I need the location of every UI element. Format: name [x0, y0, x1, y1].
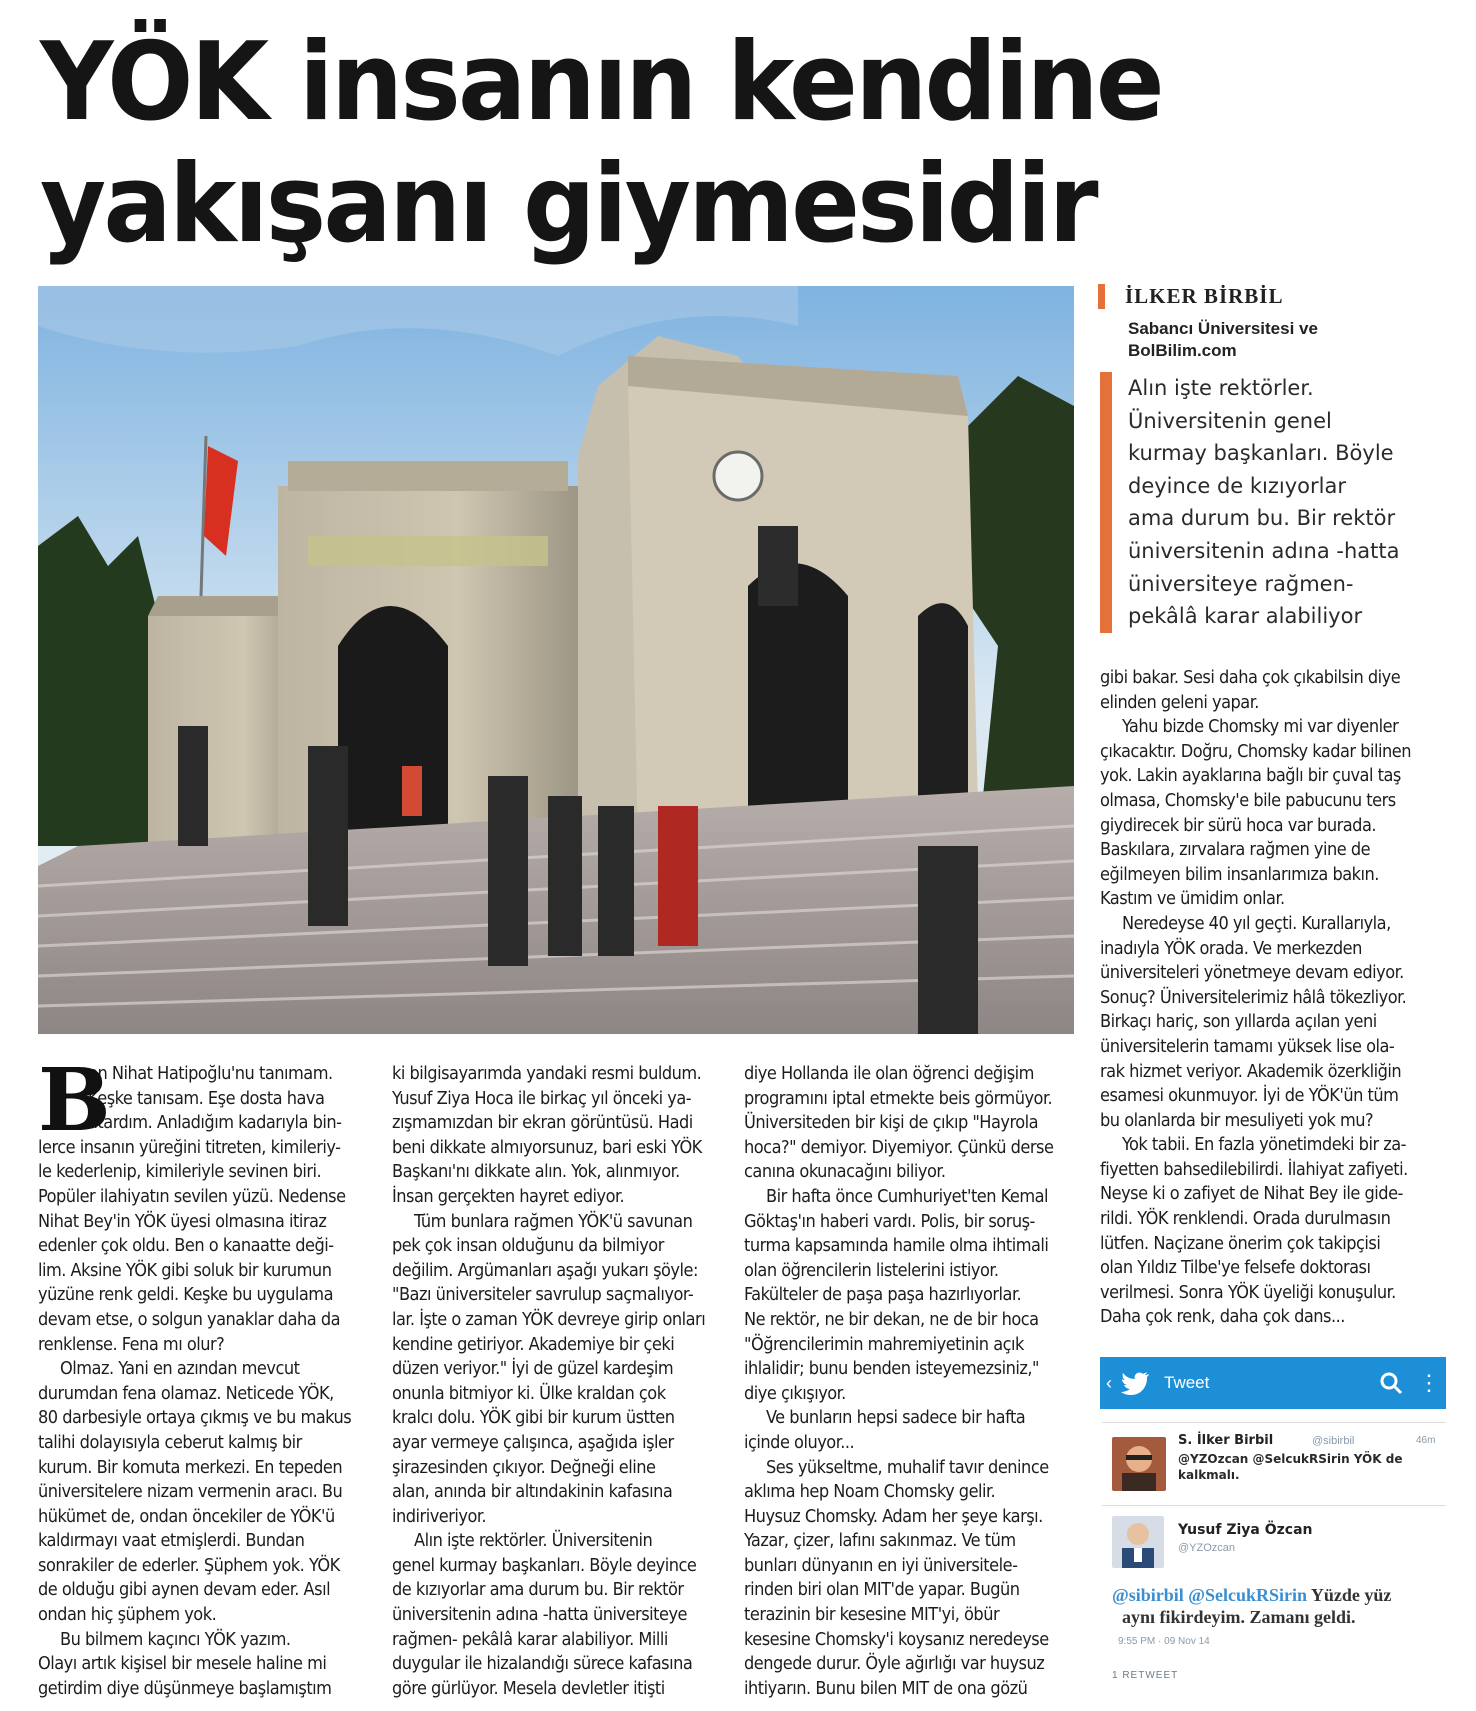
article-line: ayar vermeye çalışınca, aşağıda işler: [392, 1431, 674, 1453]
article-line: Üniversiteden bir kişi de çıkıp "Hayrola: [744, 1112, 1039, 1134]
tweet-header-title: Tweet: [1164, 1373, 1210, 1392]
article-line: kralcı dolu. YÖK gibi bir kurum üstten: [392, 1407, 675, 1429]
article-line: değilim. Argümanları aşağı yukarı şöyle:: [392, 1259, 698, 1281]
article-line: Neyse ki o zafiyet de Nihat Bey ile gide-: [1100, 1183, 1403, 1205]
tweet-2-text-line-1: [1112, 1584, 1391, 1606]
headline-line-2: yakışanı giymesidir: [40, 142, 1096, 267]
article-line: lim. Aksine YÖK gibi soluk bir kurumun: [38, 1259, 332, 1281]
article-line: kesesine Chomsky'i koysanız neredeyse: [744, 1628, 1049, 1650]
article-line: Neredeyse 40 yıl geçti. Kurallarıyla,: [1122, 912, 1391, 934]
article-line: rinden biri olan MIT'de yapar. Bugün: [744, 1579, 1020, 1601]
article-line: rak hizmet veriyor. Akademik özerkliğin: [1100, 1060, 1402, 1082]
article-line: bunları dünyanın en iyi üniversitele-: [744, 1554, 1018, 1576]
article-column-2: [392, 1062, 732, 1701]
article-line: Sonuç? Üniversitelerimiz hâlâ tökezliyor.: [1100, 986, 1407, 1008]
article-line: Yahu bizde Chomsky mi var diyenler: [1122, 716, 1399, 738]
article-line: le kederlenip, kimileriyle sevinen biri.: [38, 1161, 322, 1183]
article-line: Kastım ve ümidim onlar.: [1100, 888, 1285, 910]
article-line: en Nihat Hatipoğlu'nu tanımam.: [88, 1063, 333, 1084]
affiliation-line-1: Sabancı Üniversitesi ve: [1128, 319, 1318, 338]
author-affiliation: [1128, 318, 1448, 362]
tweet-2: [1102, 1505, 1446, 1656]
article-line: Keşke tanısam. Eşe dosta hava: [88, 1087, 325, 1109]
article-line: lerce insanın yüreğini titreten, kimileriy-: [38, 1136, 341, 1158]
article-line: Nihat Bey'in YÖK üyesi olmasına itiraz: [38, 1210, 327, 1232]
pull-quote-line: üniversiteye rağmen-: [1128, 571, 1354, 596]
article-line: Bir hafta önce Cumhuriyet'ten Kemal: [766, 1185, 1049, 1207]
article-line: atardım. Anladığım kadarıyla bin-: [88, 1112, 342, 1134]
article-line: edenler çok oldu. Ben o kanaatte deği-: [38, 1235, 334, 1257]
article-line: esamesi okunmuyor. İyi de YÖK'ün tüm: [1100, 1085, 1399, 1107]
tweet-2-timestamp: 9:55 PM · 09 Nov 14: [1118, 1636, 1210, 1647]
chevron-left-icon[interactable]: ‹: [1106, 1372, 1112, 1393]
article-line: olan öğrencilerin listelerini istiyor.: [744, 1259, 999, 1281]
author-byline: [1098, 284, 1465, 309]
mention-link[interactable]: @sibirbil: [1112, 1585, 1184, 1605]
pull-quote-line: kurmay başkanları. Böyle: [1128, 441, 1394, 466]
article-line: Daha çok renk, daha çok dans...: [1100, 1306, 1345, 1328]
article-line: Birkaçı hariç, son yıllarda açılan yeni: [1100, 1011, 1377, 1033]
article-line: üniversiteleri yönetmeye devam ediyor.: [1100, 962, 1404, 984]
article-line: Popüler ilahiyatın sevilen yüzü. Nedense: [38, 1185, 346, 1207]
author-name: İLKER BİRBİL: [1125, 284, 1284, 308]
tweet-1-text-line-2: kalkmalı.: [1178, 1468, 1240, 1482]
tweet-2-handle: @YZOzcan: [1178, 1542, 1236, 1554]
article-line: getirdim diye düşünmeye başlamıştım: [38, 1677, 332, 1699]
article-line: Huysuz Chomsky. Adam her şeye karşı.: [744, 1505, 1043, 1527]
search-icon[interactable]: [1378, 1370, 1404, 1396]
article-line: Yusuf Ziya Hoca ile birkaç yıl önceki ya-: [392, 1087, 692, 1109]
article-line: üniversitenin adına -hatta üniversiteye: [392, 1604, 688, 1626]
article-line: kendine getiriyor. Akademiye bir çeki: [392, 1333, 675, 1355]
article-column-4: [1100, 666, 1450, 1330]
article-line: Alın işte rektörler. Üniversitenin: [414, 1530, 653, 1552]
more-vertical-icon[interactable]: ⋮: [1418, 1370, 1438, 1395]
article-line: hükümet de, ondan öncekiler de YÖK'ü: [38, 1505, 335, 1527]
article-line: renklense. Fena mı olur?: [38, 1333, 225, 1355]
article-line: canına okunacağını biliyor.: [744, 1161, 946, 1183]
article-line: ondan hiç şüphem yok.: [38, 1604, 217, 1626]
article-line: zışmamızdan bir ekran görüntüsü. Hadi: [392, 1112, 693, 1134]
pull-quote-line: üniversitenin adına -hatta: [1128, 538, 1400, 563]
pull-quote-line: pekâlâ karar alabiliyor: [1128, 604, 1363, 629]
article-line: sonrakiler de ederler. Şüphem yok. YÖK: [38, 1554, 340, 1576]
article-line: içinde oluyor...: [744, 1431, 855, 1453]
article-line: Ve bunların hepsi sadece bir hafta: [766, 1407, 1026, 1429]
affiliation-line-2: BolBilim.com: [1128, 341, 1237, 360]
article-line: rildi. YÖK renklendi. Orada durulmasın: [1100, 1208, 1391, 1230]
article-line: İnsan gerçekten hayret ediyor.: [392, 1185, 625, 1207]
article-column-1: [38, 1058, 378, 1701]
article-line: beni dikkate almıyorsunuz, bari eski YÖK: [392, 1136, 702, 1158]
article-line: lar. İşte o zaman YÖK devreye girip onları: [392, 1308, 706, 1330]
article-line: aklıma hep Noam Chomsky gelir.: [744, 1481, 996, 1503]
article-line: kurum. Bir komuta merkezi. En tepeden: [38, 1456, 343, 1478]
article-line: Olmaz. Yani en azından mevcut: [60, 1358, 300, 1380]
article-line: diye çıkışıyor.: [744, 1382, 846, 1404]
mention-link[interactable]: @SelcukRSirin: [1188, 1585, 1308, 1605]
article-line: Fakülteler de paşa paşa hazırlıyorlar.: [744, 1284, 1022, 1306]
article-line: ki bilgisayarımda yandaki resmi buldum.: [392, 1063, 702, 1084]
pull-quote-line: ama durum bu. Bir rektör: [1128, 506, 1396, 531]
article-line: Baskılara, zırvalara rağmen yine de: [1100, 839, 1371, 861]
article-line: Yazar, çizer, lafını sakınmaz. Ve tüm: [744, 1530, 1016, 1552]
article-line: devam etse, o solgun yanaklar daha da: [38, 1308, 341, 1330]
retweet-count: 1 RETWEET: [1112, 1670, 1179, 1681]
headline-line-1: YÖK insanın kendine: [40, 20, 1162, 145]
article-line: Ne rektör, ne bir dekan, ne de bir hoca: [744, 1308, 1039, 1330]
article-line: duygular ile hizalandığı sürece kafasına: [392, 1653, 693, 1675]
article-line: bu olanlarda bir mesuliyeti yok mu?: [1100, 1109, 1374, 1131]
tweet-2-text: Yüzde yüz: [1310, 1585, 1392, 1605]
article-line: ihlalidir; bunu benden isteyemezsiniz,": [744, 1358, 1039, 1380]
tweet-1: [1102, 1422, 1446, 1503]
avatar: [1112, 1516, 1164, 1568]
article-line: Olayı artık kişisel bir mesele haline mi: [38, 1653, 327, 1675]
article-line: elinden geleni yapar.: [1100, 691, 1259, 713]
article-line: pek çok insan olduğunu da bilmiyor: [392, 1235, 664, 1257]
article-line: fiyetten bahsedilebilirdi. İlahiyat zafiyeti.: [1100, 1158, 1408, 1180]
tweet-2-text-line-2: aynı fikirdeyim. Zamanı geldi.: [1122, 1607, 1356, 1627]
article-line: düzen veriyor." İyi de güzel kardeşim: [392, 1358, 674, 1380]
article-line: dengede durur. Öyle ağırlığı var huysuz: [744, 1653, 1045, 1675]
article-line: lütfen. Naçizane önerim çok takipçisi: [1100, 1232, 1381, 1254]
article-line: programını iptal etmekte beis görmüyor.: [744, 1087, 1053, 1109]
article-line: Tüm bunlara rağmen YÖK'ü savunan: [414, 1210, 693, 1232]
article-column-3: [744, 1062, 1084, 1701]
article-line: yüzüne renk geldi. Keşke bu uygulama: [38, 1284, 333, 1306]
university-gate-photo: [38, 286, 1074, 1034]
article-line: genel kurmay başkanları. Böyle deyince: [392, 1554, 697, 1576]
article-line: inadıyla YÖK orada. Ve merkezden: [1100, 937, 1362, 959]
article-line: yok. Lakin ayaklarına bağlı bir çuval taş: [1100, 765, 1401, 787]
pull-quote-line: Alın işte rektörler.: [1128, 376, 1314, 400]
article-line: diye Hollanda ile olan öğrenci değişim: [744, 1063, 1034, 1084]
pull-quote-line: deyince de kızıyorlar: [1128, 473, 1346, 498]
tweet-1-time: 46m: [1416, 1435, 1436, 1446]
article-line: hoca?" demiyor. Diyemiyor. Çünkü derse: [744, 1136, 1054, 1158]
avatar: [1112, 1437, 1166, 1491]
article-line: üniversitelere nizam vermenin aracı. Bu: [38, 1481, 343, 1503]
article-line: "Bazı üniversiteler savrulup saçmalıyor-: [392, 1284, 694, 1306]
article-line: Yok tabii. En fazla yönetimdeki bir za-: [1122, 1134, 1407, 1156]
article-line: durumdan fena olamaz. Neticede YÖK,: [38, 1382, 334, 1404]
drop-cap: B: [38, 1058, 111, 1144]
article-line: de kızıyorlar ama durum bu. Bir rektör: [392, 1579, 684, 1601]
article-line: göre gürlüyor. Mesela devletler itişti: [392, 1677, 665, 1699]
article-line: Ses yükseltme, muhalif tavır denince: [766, 1456, 1049, 1478]
article-line: talihi dolayısıyla ceberut kalmış bir: [38, 1431, 302, 1453]
article-line: 80 darbesiyle ortaya çıkmış ve bu makus: [38, 1407, 352, 1429]
article-line: olmasa, Chomsky'e bile pabucunu ters: [1100, 789, 1396, 811]
pull-quote-line: Üniversitenin genel: [1128, 408, 1332, 433]
article-line: indiriveriyor.: [392, 1505, 487, 1527]
article-line: rağmen- pekâlâ karar alabiliyor. Milli: [392, 1628, 668, 1650]
article-line: verilmesi. Sonra YÖK üyeliği konuşulur.: [1100, 1281, 1396, 1303]
tweet-1-text-line-1: @YZOzcan @SelcukRSirin YÖK de: [1178, 1452, 1403, 1466]
article-line: üniversitelerin tamamı yüksek lise ola-: [1100, 1035, 1395, 1057]
article-line: Başkanı'nı dikkate alın. Yok, alınmıyor.: [392, 1161, 680, 1183]
article-line: kaldırmayı vaat etmişlerdi. Bundan: [38, 1530, 305, 1552]
article-line: çıkacaktır. Doğru, Chomsky kadar bilinen: [1100, 740, 1412, 762]
article-line: gibi bakar. Sesi daha çok çıkabilsin diye: [1100, 667, 1401, 688]
photo-illustration: [38, 286, 1074, 1034]
article-line: ihtiyarın. Bunu bilen MIT de ona gözü: [744, 1677, 1028, 1699]
article-line: Göktaş'ın haberi vardı. Polis, bir soruş-: [744, 1210, 1035, 1232]
tweet-1-author-name: S. İlker Birbil: [1178, 1433, 1274, 1448]
pull-quote: [1100, 372, 1476, 633]
tweet-1-handle: @sibirbil: [1312, 1435, 1355, 1447]
twitter-bird-icon: [1120, 1371, 1150, 1395]
article-line: terazinin bir kesesine MIT'yi, öbür: [744, 1604, 1000, 1626]
article-line: şirazesinden çıkıyor. Değneği eline: [392, 1456, 656, 1478]
headline: [40, 20, 1162, 267]
article-line: turma kapsamında hamile olma ihtimali: [744, 1235, 1049, 1257]
article-line: olan Yıldız Tilbe'ye felsefe doktorası: [1100, 1257, 1371, 1279]
article-line: onunla bitmiyor ki. Ülke kraldan çok: [392, 1382, 666, 1404]
article-line: alan, anında bir altındakinin kafasına: [392, 1481, 673, 1503]
article-line: giydirecek bir sürü hoca var burada.: [1100, 814, 1377, 836]
tweet-2-author-name: Yusuf Ziya Özcan: [1178, 1522, 1313, 1538]
article-line: de olduğu gibi aynen devam eder. Asıl: [38, 1579, 331, 1601]
article-line: eğilmeyen bilim insanlarımıza bakın.: [1100, 863, 1379, 885]
article-line: Bu bilmem kaçıncı YÖK yazım.: [60, 1628, 291, 1650]
tweet-header-bar: [1100, 1357, 1446, 1409]
article-line: "Öğrencilerimin mahremiyetinin açık: [744, 1333, 1024, 1355]
